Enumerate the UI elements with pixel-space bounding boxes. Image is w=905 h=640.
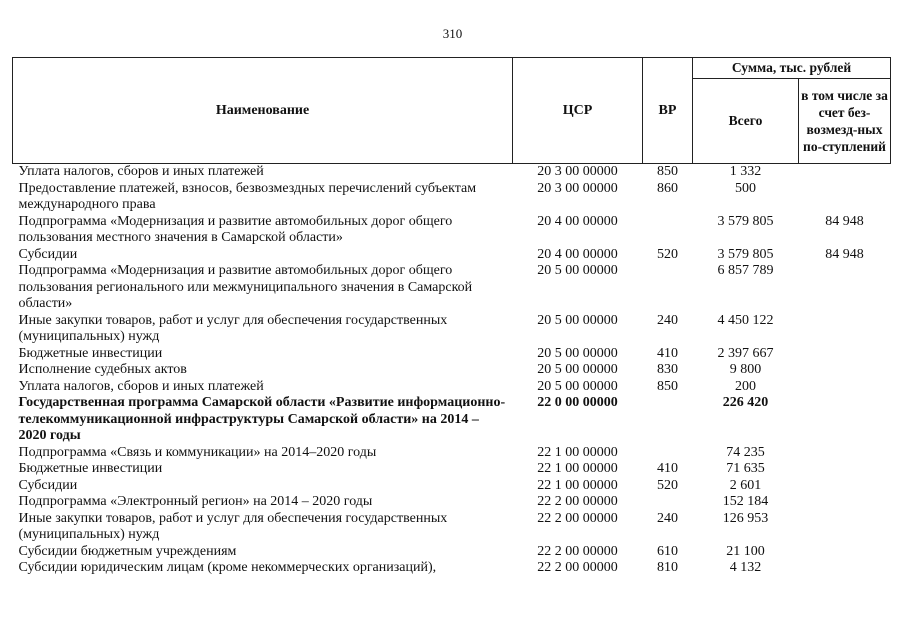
cell-total: 74 235 [726,444,765,460]
table-row [13,478,891,495]
table-row [13,214,891,247]
header-total: Всего [693,79,799,164]
table-row [13,379,891,396]
cell-total: 2 601 [729,477,762,493]
cell-gratis [799,395,891,445]
cell-csr: 22 2 00 00000 [537,560,618,575]
cell-csr: 22 1 00 00000 [537,461,618,476]
page-number: 310 [442,26,463,41]
table-row [13,247,891,264]
cell-name: Субсидии юридическим лицам (кроме некоммерческих организаций), [18,560,437,575]
cell-vr: 850 [657,378,678,394]
cell-csr: 20 5 00 00000 [537,362,618,377]
table-row [13,511,891,544]
table-row [13,181,891,214]
cell-gratis [799,346,891,363]
cell-csr: 20 3 00 00000 [537,164,618,179]
cell-gratis [799,461,891,478]
cell-name: Подпрограмма «Электронный регион» на 2014 – 2020 годы [18,494,373,509]
cell-csr: 22 2 00 00000 [537,494,618,509]
cell-name: Субсидии [18,477,78,493]
cell-csr: 22 0 00 00000 [537,395,618,410]
table-row [13,560,891,577]
cell-vr: 410 [657,345,678,361]
cell-name: Субсидии бюджетным учреждениям [18,543,237,559]
cell-vr: 810 [657,560,678,575]
cell-gratis [799,313,891,346]
cell-gratis [799,544,891,561]
table-row [13,346,891,363]
cell-total: 9 800 [729,362,762,377]
table-row [13,494,891,511]
cell-name: Субсидии [18,246,78,262]
cell-csr: 22 1 00 00000 [537,444,618,460]
cell-gratis [799,511,891,544]
table-row [13,313,891,346]
cell-csr: 20 4 00 00000 [537,246,618,262]
header-csr: ЦСР [513,58,643,164]
cell-gratis: 84 948 [825,213,864,229]
cell-name: Подпрограмма «Связь и коммуникации» на 2014–2020 годы [18,444,377,460]
cell-vr: 610 [657,543,678,559]
cell-gratis [799,494,891,511]
cell-csr: 20 4 00 00000 [537,213,618,229]
cell-csr: 20 5 00 00000 [537,378,618,394]
cell-csr: 22 2 00 00000 [537,510,618,526]
cell-vr: 410 [657,461,678,476]
table-row [13,263,891,313]
cell-vr: 520 [657,477,678,493]
cell-total: 226 420 [722,395,769,410]
cell-vr: 520 [657,246,678,262]
cell-vr [643,263,693,313]
cell-total: 4 450 122 [717,312,774,328]
cell-total: 3 579 805 [717,213,774,229]
cell-gratis [799,445,891,462]
cell-gratis [799,164,891,181]
cell-total: 6 857 789 [717,263,774,278]
cell-name: Уплата налогов, сборов и иных платежей [18,378,264,394]
cell-gratis [799,478,891,495]
cell-total: 71 635 [726,461,765,476]
cell-name: Иные закупки товаров, работ и услуг для обеспечения государственных (муниципальных) нужд [18,312,448,344]
cell-vr: 240 [657,312,678,328]
cell-total: 2 397 667 [717,345,774,361]
cell-csr: 20 5 00 00000 [537,263,618,278]
cell-total: 3 579 805 [717,246,774,262]
table-row [13,544,891,561]
cell-vr: 850 [657,164,678,179]
cell-name: Подпрограмма «Модернизация и развитие автомобильных дорог общего пользования местного значения в Самарской области» [18,213,453,245]
cell-gratis [799,362,891,379]
cell-vr: 830 [657,362,678,377]
cell-vr [643,494,693,511]
header-name: Наименование [13,58,513,164]
cell-name: Уплата налогов, сборов и иных платежей [18,164,264,179]
cell-name: Подпрограмма «Модернизация и развитие автомобильных дорог общего пользования регионального или межмуниципального значения в Самарской области» [18,263,473,311]
cell-total: 21 100 [726,543,765,559]
cell-csr: 22 1 00 00000 [537,477,618,493]
cell-name: Предоставление платежей, взносов, безвозмездных перечислений субъектам международного права [18,180,477,212]
cell-name: Иные закупки товаров, работ и услуг для обеспечения государственных (муниципальных) нужд [18,510,448,542]
table-row [13,395,891,445]
cell-name: Исполнение судебных актов [18,362,187,377]
budget-table [12,57,891,577]
cell-csr: 20 5 00 00000 [537,312,618,328]
cell-vr [643,395,693,445]
cell-gratis [799,263,891,313]
header-sum: Сумма, тыс. рублей [693,58,891,79]
cell-name: Государственная программа Самарской области «Развитие информационно-телекоммуникационной инфраструктуры Самарской области» на 2014 – 2020 годы [18,395,506,443]
table-row [13,461,891,478]
cell-name: Бюджетные инвестиции [18,345,163,361]
cell-csr: 20 5 00 00000 [537,345,618,361]
table-row [13,164,891,181]
cell-total: 126 953 [722,510,769,526]
table-body [13,164,891,577]
cell-gratis [799,560,891,577]
cell-vr [643,445,693,462]
cell-vr [643,214,693,247]
table-row [13,362,891,379]
cell-name: Бюджетные инвестиции [18,461,163,476]
cell-gratis: 84 948 [825,246,864,262]
cell-gratis [799,181,891,214]
cell-gratis [799,379,891,396]
header-gratis: в том числе за счет без-возмезд-ных по-ступлений [799,79,891,164]
cell-total: 500 [735,180,756,196]
cell-total: 4 132 [729,560,762,575]
cell-total: 152 184 [722,494,769,509]
cell-csr: 22 2 00 00000 [537,543,618,559]
cell-total: 200 [735,378,756,394]
header-vr: ВР [643,58,693,164]
table-row [13,445,891,462]
cell-vr: 860 [657,180,678,196]
cell-total: 1 332 [729,164,762,179]
cell-csr: 20 3 00 00000 [537,180,618,196]
cell-vr: 240 [657,510,678,526]
